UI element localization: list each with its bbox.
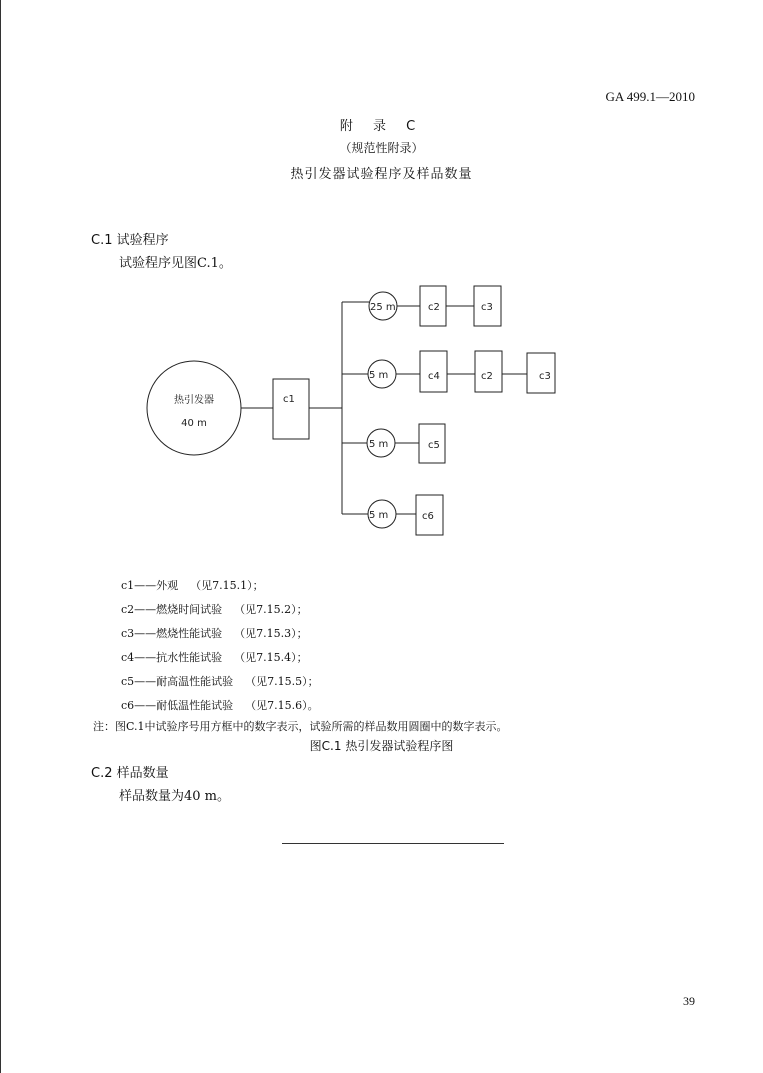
legend-item <box>121 649 319 673</box>
legend-code: c3 <box>121 627 135 640</box>
figure-note: 注：图C.1中试验序号用方框中的数字表示，试验所需的样品数用圆圈中的数字表示。 <box>93 720 508 733</box>
quantity-label-branch-3: 5 m <box>369 439 389 450</box>
legend-name: 耐低温性能试验 <box>156 699 234 712</box>
section-c2-heading: C.2 样品数量 <box>91 766 169 781</box>
end-rule <box>282 843 504 844</box>
legend-code: c6 <box>121 699 135 712</box>
legend-dash: —— <box>134 603 157 616</box>
legend-name: 抗水性能试验 <box>156 651 223 664</box>
legend-code: c4 <box>121 651 135 664</box>
source-label: 热引发器 <box>174 395 214 406</box>
legend-name: 燃烧时间试验 <box>156 603 223 616</box>
figure-caption: 图C.1 热引发器试验程序图 <box>309 739 454 753</box>
legend-code: c2 <box>121 603 135 616</box>
standard-code: GA 499.1—2010 <box>605 89 695 104</box>
quantity-label-branch-4: 5 m <box>369 510 389 521</box>
page-number: 39 <box>683 994 695 1008</box>
legend-ref: （见7.15.3）； <box>234 627 308 640</box>
quantity-label-branch-1: 25 m <box>370 302 396 313</box>
test-procedure-diagram <box>0 280 763 550</box>
legend-item <box>121 577 319 601</box>
legend-ref: （见7.15.2）； <box>234 603 308 616</box>
step-label: c2 <box>428 302 440 313</box>
legend-name: 耐高温性能试验 <box>156 675 234 688</box>
box-c1-label: c1 <box>283 394 295 405</box>
quantity-label-branch-2: 5 m <box>369 370 389 381</box>
step-label: c3 <box>481 302 493 313</box>
appendix-title: 热引发器试验程序及样品数量 <box>290 167 473 182</box>
diagram-legend <box>121 577 319 721</box>
step-label: c6 <box>422 511 434 522</box>
legend-item <box>121 625 319 649</box>
box-c1 <box>273 379 309 439</box>
legend-item <box>121 673 319 697</box>
legend-name: 外观 <box>156 579 179 592</box>
legend-dash: —— <box>134 627 157 640</box>
legend-ref: （见7.15.5）； <box>245 675 319 688</box>
legend-ref: （见7.15.6）。 <box>245 699 319 712</box>
step-label: c2 <box>481 371 493 382</box>
legend-item <box>121 601 319 625</box>
legend-ref: （见7.15.1）； <box>190 579 264 592</box>
source-quantity: 40 m <box>181 418 207 429</box>
appendix-type: （规范性附录） <box>339 141 424 155</box>
legend-dash: —— <box>134 675 157 688</box>
legend-dash: —— <box>134 579 157 592</box>
step-label: c5 <box>428 440 440 451</box>
legend-code: c1 <box>121 579 135 592</box>
section-c1-heading: C.1 试验程序 <box>91 233 169 248</box>
step-label: c3 <box>539 371 551 382</box>
appendix-label: 附 录 C <box>339 119 424 134</box>
legend-ref: （见7.15.4）； <box>234 651 308 664</box>
legend-name: 燃烧性能试验 <box>156 627 223 640</box>
legend-code: c5 <box>121 675 135 688</box>
source-circle <box>147 361 241 455</box>
legend-dash: —— <box>134 651 157 664</box>
legend-dash: —— <box>134 699 157 712</box>
step-label: c4 <box>428 371 440 382</box>
section-c1-text: 试验程序见图C.1。 <box>119 256 232 271</box>
section-c2-text: 样品数量为40 m。 <box>119 789 231 804</box>
